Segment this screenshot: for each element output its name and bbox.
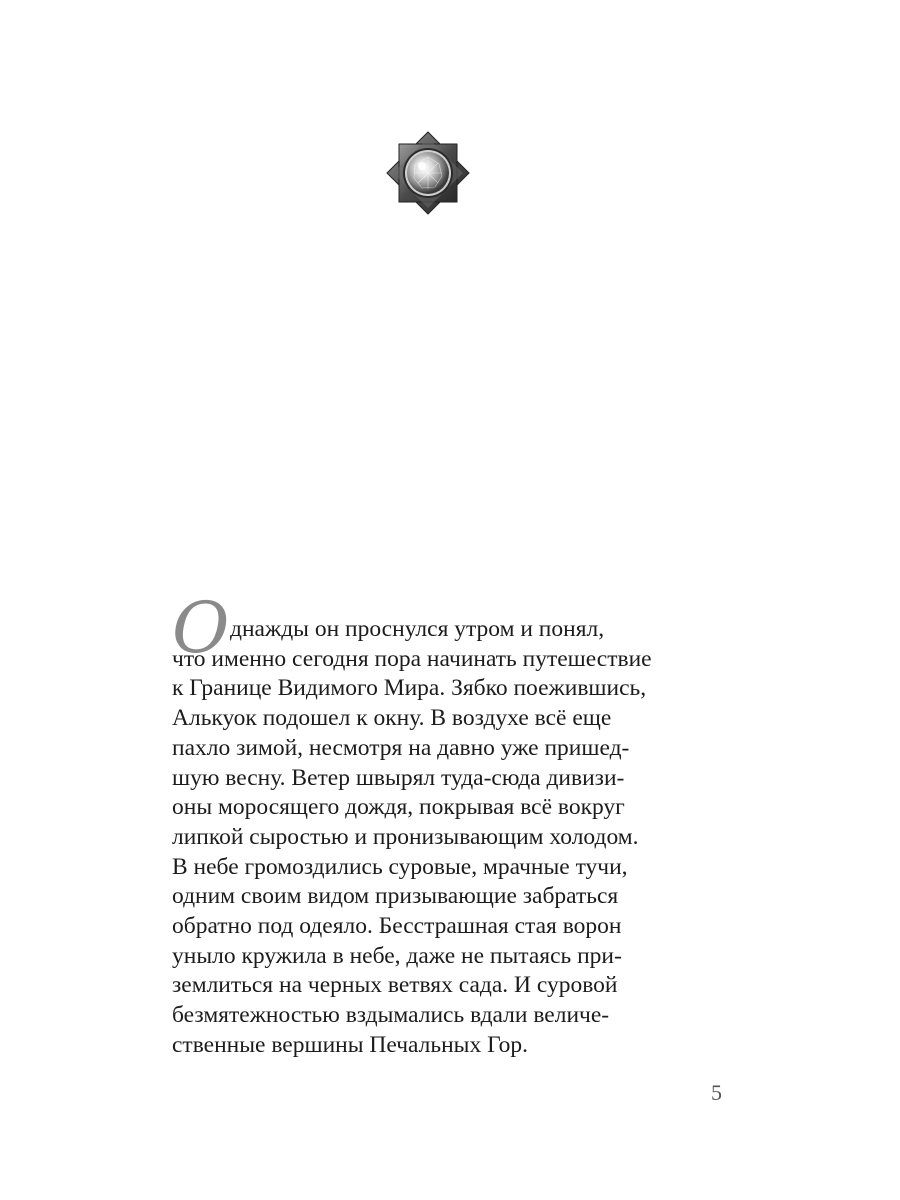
paragraph-line: что именно сегодня пора начинать путешествие <box>172 645 652 672</box>
paragraph-line: уныло кружила в небе, даже не пытаясь при- <box>172 942 622 969</box>
paragraph-line: ственные вершины Печальных Гор. <box>172 1031 528 1058</box>
paragraph-text <box>172 587 742 1061</box>
drop-cap: О <box>172 587 230 669</box>
paragraph-line: к Границе Видимого Мира. Зябко поежившись, <box>172 675 647 702</box>
paragraph-line: пахло зимой, несмотря на давно уже пришед- <box>172 734 630 761</box>
paragraph-line: шую весну. Ветер швырял туда-сюда дивизи- <box>172 764 625 791</box>
paragraph-line: оны моросящего дождя, покрывая всё вокруг <box>172 794 625 821</box>
paragraph-line: Алькуок подошел к окну. В воздухе всё еще <box>172 705 612 732</box>
paragraph-line: землиться на черных ветвях сада. И суровой <box>172 972 618 999</box>
paragraph-line: безмятежностью вздымались вдали величе- <box>172 1002 610 1029</box>
page-number: 5 <box>711 1080 722 1105</box>
jewel-ornament-icon <box>385 130 471 216</box>
story-paragraph <box>172 587 742 1061</box>
paragraph-line: днажды он проснулся утром и понял, <box>230 616 605 642</box>
paragraph-line: В небе громоздились суровые, мрачные тучи, <box>172 853 628 880</box>
paragraph-line: липкой сыростью и пронизывающим холодом. <box>172 823 639 850</box>
paragraph-line: обратно под одеяло. Бесстрашная стая ворон <box>172 913 622 940</box>
paragraph-line: одним своим видом призывающие забраться <box>172 883 619 910</box>
